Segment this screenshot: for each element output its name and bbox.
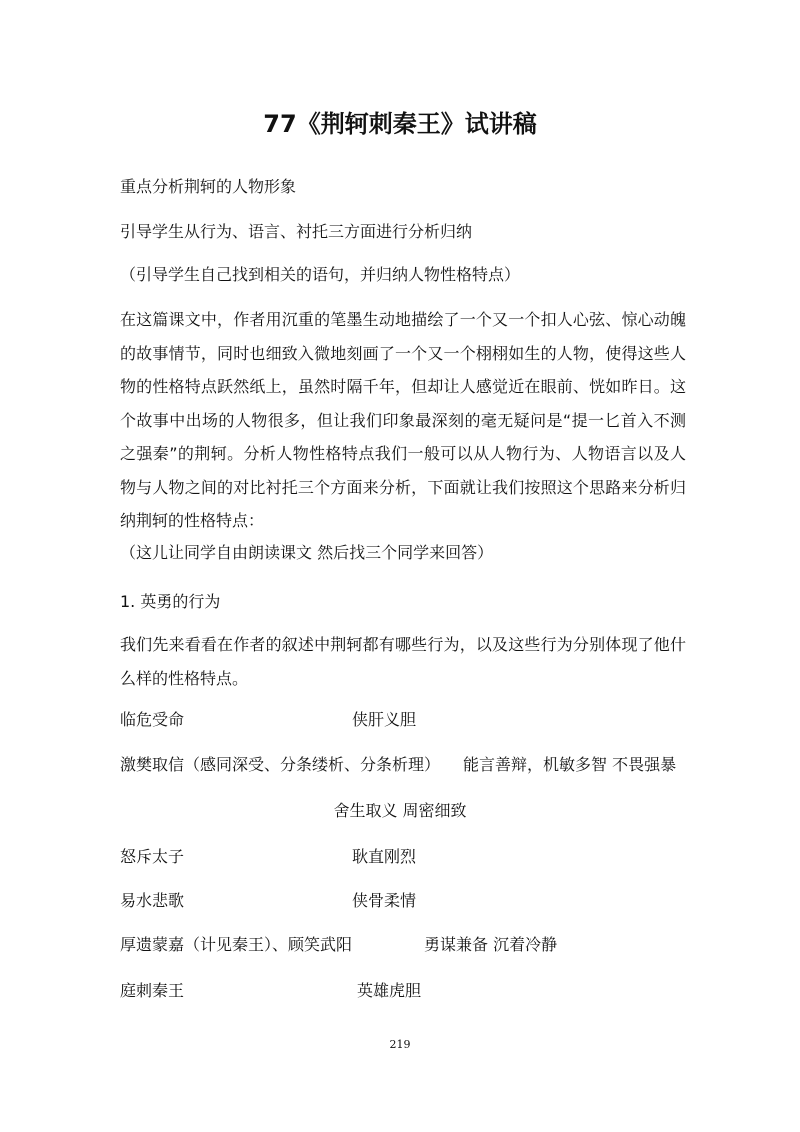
reading-note-line: （这儿让同学自由朗读课文 然后找三个同学来回答） bbox=[120, 543, 494, 562]
pair-trait: 舍生取义 周密细致 bbox=[333, 801, 467, 820]
pair-action: 易水悲歌 bbox=[120, 891, 185, 910]
pair-trait: 耿直刚烈 bbox=[352, 847, 417, 866]
document-title: 77《荆轲刺秦王》试讲稿 bbox=[263, 110, 537, 138]
pair-trait: 侠肝义胆 bbox=[352, 710, 417, 729]
pair-action: 庭刺秦王 bbox=[120, 981, 185, 1000]
guide-note-line: （引导学生自己找到相关的语句，并归纳人物性格特点） bbox=[120, 265, 521, 284]
focus-line: 重点分析荆轲的人物形象 bbox=[120, 177, 297, 196]
page-number: 219 bbox=[389, 1038, 411, 1051]
pair-action: 怒斥太子 bbox=[120, 847, 185, 866]
pair-trait: 能言善辩，机敏多智 不畏强暴 bbox=[463, 755, 677, 774]
guide-line: 引导学生从行为、语言、衬托三方面进行分析归纳 bbox=[120, 222, 473, 241]
section-heading: 1. 英勇的行为 bbox=[120, 592, 221, 611]
section-intro-paragraph: 我们先来看看在作者的叙述中荆轲都有哪些行为，以及这些行为分别体现了他什么样的性格特点。 bbox=[120, 635, 686, 688]
pair-trait: 勇谋兼备 沉着冷静 bbox=[424, 935, 558, 954]
pair-trait: 侠骨柔情 bbox=[352, 891, 417, 910]
pair-action: 激樊取信（感同深受、分条缕析、分条析理） bbox=[120, 755, 441, 774]
pair-action: 临危受命 bbox=[120, 710, 185, 729]
pair-trait: 英雄虎胆 bbox=[357, 981, 422, 1000]
pair-action: 厚遗蒙嘉（计见秦王）、顾笑武阳 bbox=[120, 935, 353, 954]
intro-paragraph: 在这篇课文中，作者用沉重的笔墨生动地描绘了一个又一个扣人心弦、惊心动魄的故事情节，同时也细致入微地刻画了一个又一个栩栩如生的人物，使得这些人物的性格特点跃然纸上，虽然时隔千年，但却让人感觉近在眼前、恍如昨日。这个故事中出场的人物很多，但让我们印象最深刻的毫无疑问是“提一匕首入不测之强秦”的荆轲。分析人物性格特点我们一般可以从人物行为、人物语言以及人物与人物之间的对比衬托三个方面来分析，下面就让我们按照这个思路来分析归纳荆轲的性格特点： bbox=[120, 310, 686, 530]
